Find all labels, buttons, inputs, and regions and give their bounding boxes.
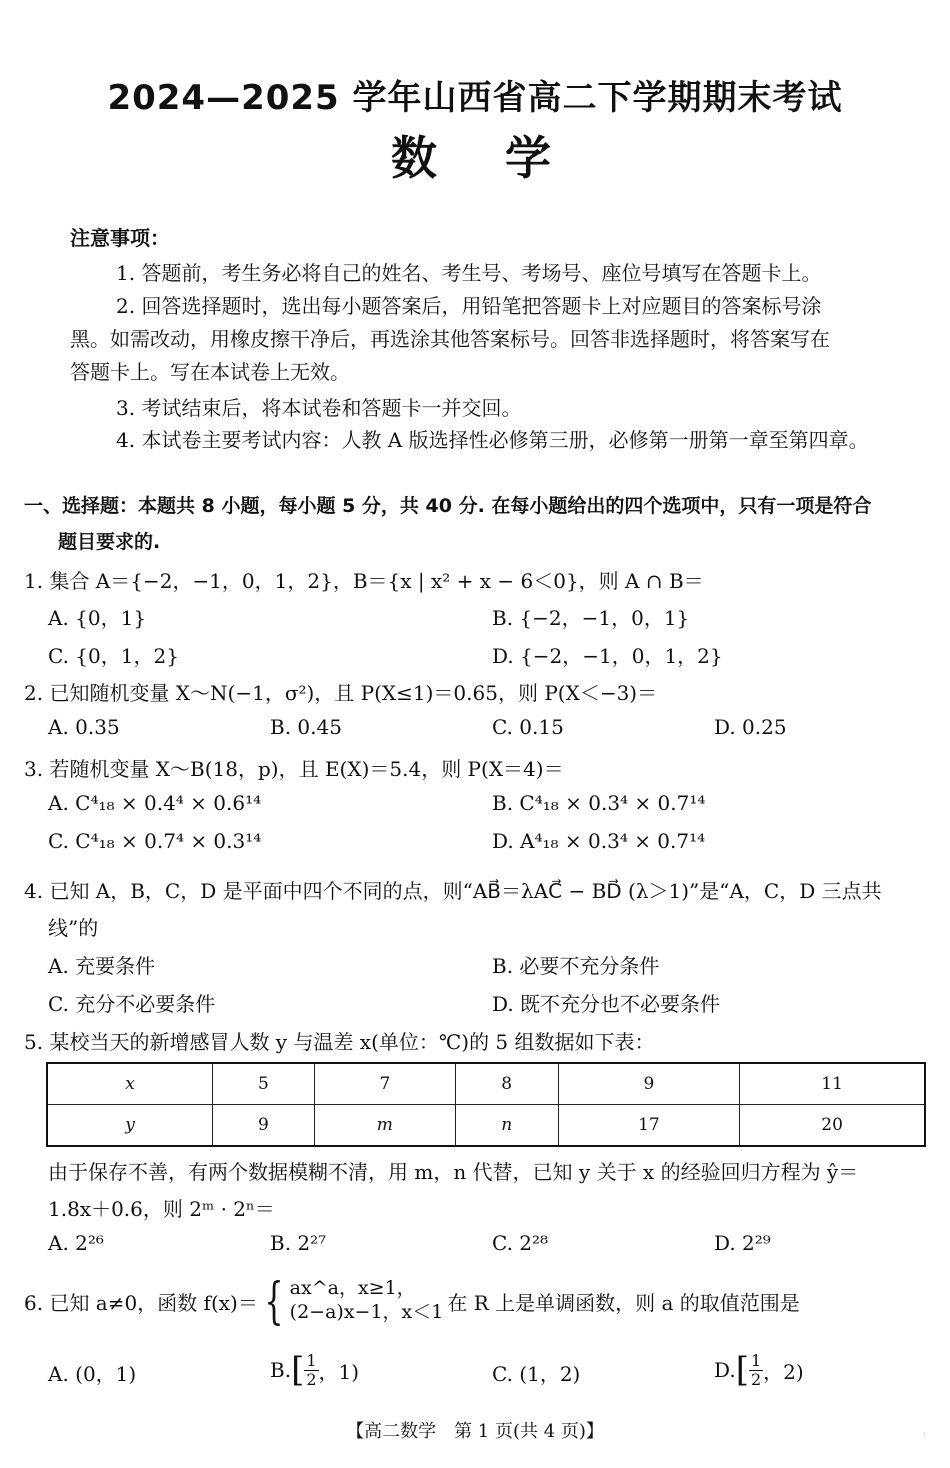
table-cell: m: [314, 1105, 455, 1147]
table-cell: 9: [558, 1063, 740, 1105]
piecewise-case-2: (2−a)x−1，x＜1: [289, 1301, 444, 1323]
note-item-2-line-2: 黑。如需改动，用橡皮擦干净后，再选涂其他答案标号。回答非选择题时，将答案写在: [70, 327, 830, 351]
table-cell: 5: [213, 1063, 315, 1105]
left-bracket: [: [735, 1350, 749, 1390]
piecewise-case-1: ax^a，x≥1，: [289, 1277, 416, 1300]
note-item-2-line-3: 答题卡上。写在本试卷上无效。: [70, 360, 350, 384]
q1-option-c: C. {0，1，2}: [48, 644, 179, 668]
q6-option-b: [270, 1346, 359, 1394]
table-row: [47, 1063, 925, 1105]
piecewise-cases: [290, 1277, 444, 1325]
page-footer: 【高二数学 第 1 页(共 4 页)】: [346, 1421, 604, 1442]
q3-option-d: D. A⁴₁₈ × 0.3⁴ × 0.7¹⁴: [492, 829, 706, 853]
table-cell: 11: [740, 1063, 925, 1105]
fraction-numerator: 1: [306, 1350, 317, 1370]
table-cell: x: [47, 1063, 213, 1105]
section-heading-line-2: 题目要求的.: [58, 531, 161, 553]
table-cell: 7: [314, 1063, 455, 1105]
corner-mark: ·: [923, 1430, 926, 1440]
q3-option-b: B. C⁴₁₈ × 0.3⁴ × 0.7¹⁴: [492, 791, 706, 815]
option-label: B.: [270, 1358, 292, 1382]
q6-option-a: A. (0，1): [48, 1362, 137, 1386]
piecewise-brace: {: [264, 1272, 284, 1330]
q5-text-line-1: 由于保存不善，有两个数据模糊不清，用 m，n 代替，已知 y 关于 x 的经验回归方程为 ŷ＝: [48, 1160, 859, 1184]
q4-option-d: D. 既不充分也不必要条件: [492, 992, 721, 1016]
fraction: [749, 1352, 763, 1388]
option-label: D.: [714, 1358, 736, 1382]
q5-option-d: D. 2²⁹: [714, 1231, 771, 1255]
q6-option-d: [714, 1346, 804, 1394]
option-rest: ，1): [318, 1359, 360, 1384]
q6-option-c: C. (1，2): [492, 1362, 581, 1386]
table-cell: n: [455, 1105, 558, 1147]
option-rest: ，2): [763, 1359, 804, 1384]
q1-option-a: A. {0，1}: [48, 606, 147, 630]
note-item-1: 1. 答题前，考生务必将自己的姓名、考生号、考场号、座位号填写在答题卡上。: [116, 261, 822, 285]
section-heading-line-1: 一、选择题：本题共 8 小题，每小题 5 分，共 40 分. 在每小题给出的四个选项中，只有一项是符合: [24, 495, 872, 517]
left-bracket: [: [291, 1350, 305, 1390]
q2-option-b: B. 0.45: [270, 715, 342, 739]
q4-stem-line-2: 线”的: [48, 916, 99, 940]
note-item-4: 4. 本试卷主要考试内容：人教 A 版选择性必修第三册，必修第一册第一章至第四章。: [116, 428, 869, 452]
fraction-denominator: 2: [750, 1369, 762, 1389]
q4-stem-line-1: 4. 已知 A，B，C，D 是平面中四个不同的点，则“AB⃗＝λAC⃗ − BD⃗ (λ＞1)”是“A，C，D 三点共: [24, 879, 882, 903]
fraction-denominator: 2: [306, 1369, 317, 1389]
q1-option-d: D. {−2，−1，0，1，2}: [492, 644, 723, 668]
table-cell: 8: [455, 1063, 558, 1105]
q2-option-c: C. 0.15: [492, 715, 564, 739]
q4-option-a: A. 充要条件: [48, 954, 156, 978]
subject-title: 数学: [391, 131, 619, 185]
q1-option-b: B. {−2，−1，0，1}: [492, 606, 690, 630]
note-item-3: 3. 考试结束后，将本试卷和答题卡一并交回。: [116, 396, 522, 420]
table-row: [47, 1105, 925, 1147]
notes-heading: 注意事项：: [70, 226, 170, 250]
q5-option-b: B. 2²⁷: [270, 1231, 327, 1255]
note-item-2-line-1: 2. 回答选择题时，选出每小题答案后，用铅笔把答题卡上对应题目的答案标号涂: [116, 294, 822, 318]
q5-option-a: A. 2²⁶: [48, 1231, 104, 1255]
q2-option-d: D. 0.25: [714, 715, 787, 739]
q3-stem: 3. 若随机变量 X～B(18，p)，且 E(X)＝5.4，则 P(X＝4)＝: [24, 757, 564, 781]
fraction-numerator: 1: [750, 1350, 762, 1370]
q6-prefix: 6. 已知 a≠0，函数 f(x)＝: [24, 1290, 258, 1315]
exam-title: 2024—2025 学年山西省高二下学期期末考试: [107, 78, 843, 118]
q4-option-c: C. 充分不必要条件: [48, 992, 216, 1016]
q4-option-b: B. 必要不充分条件: [492, 954, 660, 978]
table-cell: 20: [740, 1105, 925, 1147]
q5-data-table: [46, 1062, 926, 1147]
table-cell: 17: [558, 1105, 740, 1147]
q3-option-c: C. C⁴₁₈ × 0.7⁴ × 0.3¹⁴: [48, 829, 262, 853]
q6-suffix: 在 R 上是单调函数，则 a 的取值范围是: [447, 1290, 800, 1315]
fraction: [304, 1352, 318, 1388]
table-cell: 9: [213, 1105, 315, 1147]
table-cell: y: [47, 1105, 213, 1147]
q2-stem: 2. 已知随机变量 X～N(−1，σ²)，且 P(X≤1)＝0.65，则 P(X＜−3)＝: [24, 681, 658, 705]
q5-option-c: C. 2²⁸: [492, 1231, 549, 1255]
q6-stem: [24, 1266, 800, 1336]
q1-stem: 1. 集合 A＝{−2，−1，0，1，2}，B＝{x | x² + x − 6＜0}，则 A ∩ B＝: [24, 569, 704, 593]
q5-text-line-2: 1.8x＋0.6，则 2ᵐ · 2ⁿ＝: [48, 1197, 275, 1221]
q5-stem: 5. 某校当天的新增感冒人数 y 与温差 x(单位：℃)的 5 组数据如下表：: [24, 1030, 655, 1054]
q2-option-a: A. 0.35: [48, 715, 120, 739]
q3-option-a: A. C⁴₁₈ × 0.4⁴ × 0.6¹⁴: [48, 791, 262, 815]
